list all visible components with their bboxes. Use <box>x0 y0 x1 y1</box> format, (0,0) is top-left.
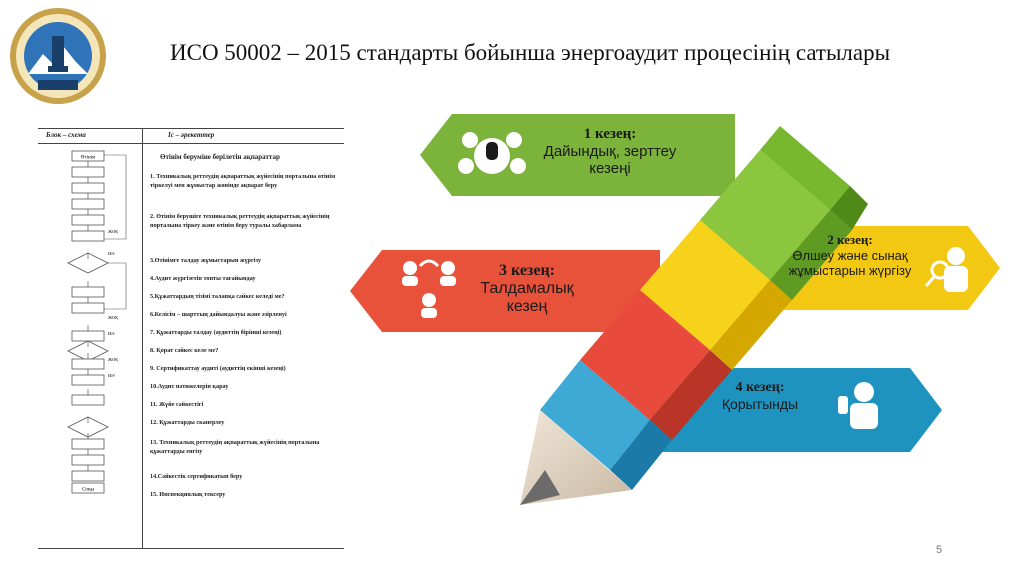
flowchart-branch-label: ЖОҚ <box>108 357 119 362</box>
stage-4-description: Қорытынды <box>721 396 799 412</box>
stage-1-heading: 1 кезең: <box>583 126 637 142</box>
stage-2-description: Өлшеу және сынақ жұмыстарын жүргізу <box>788 248 912 278</box>
flowchart-branch-label: ЖОҚ <box>108 315 119 320</box>
slide-title: ИСО 50002 – 2015 стандарты бойынша энергоаудит процесінің сатылары <box>170 40 891 65</box>
stage-3-heading: 3 кезең: <box>499 262 555 279</box>
stage-3-text <box>472 262 582 316</box>
flowchart-step-7: 7. Құжаттарды талдау (аудиттің бірінші кезеңі) <box>150 329 282 336</box>
flowchart-branch-label: ЖОҚ <box>108 229 119 234</box>
column-header-actions: Іс – әрекеттер <box>168 131 215 139</box>
column-header-block: Блок – схема <box>46 131 86 139</box>
flowchart-start-label: Өтінім <box>80 155 96 161</box>
flowchart-step-15: 15. Инспекциялық тексеру <box>150 491 226 498</box>
flowchart-step-6: 6.Келісім – шарттың дайындалуы және әзірленуі <box>150 311 287 318</box>
flowchart-branch-label: ИӘ <box>108 251 115 256</box>
flowchart-step-5: 5.Құжаттардың тізімі талапқа сәйкес келеді ме? <box>150 293 285 300</box>
stage-2-text <box>775 232 925 278</box>
section-title: Өтінім беруміне берілетін ақпараттар <box>160 153 280 161</box>
stage-3-description: Талдамалық кезең <box>480 280 574 315</box>
stage-4-heading: 4 кезең: <box>735 380 785 395</box>
flowchart-step-2: 2. Өтінім берушіге техникалық реттеудің ақпараттық жүйесінің порталына тіркеу және өтінім беру туралы хабарлама <box>150 213 330 229</box>
flowchart-branch-label: ИӘ <box>108 331 115 336</box>
flowchart-step-9: 9. Сертификаттау аудиті (аудиттің екінші кезеңі) <box>150 365 286 372</box>
flowchart-branch-label: ИӘ <box>108 373 115 378</box>
flowchart-step-13: 13. Техникалық реттеудің ақпараттық жүйесінің порталына құжаттарды енгізу <box>150 439 320 455</box>
flowchart-step-8: 8. Қорат сәйкес келе ме? <box>150 347 219 354</box>
stage-4-text <box>700 380 820 412</box>
flowchart-step-10: 10.Аудит нәтижелерін қарау <box>150 383 229 390</box>
stage-1-text <box>530 126 690 177</box>
flowchart-step-14: 14.Сәйкестік сертификатын беру <box>150 473 243 480</box>
flowchart-step-4: 4.Аудит жүргізетін топты тағайындау <box>150 275 256 282</box>
flowchart-step-11: 11. Жүйе сәйкестігі <box>150 401 204 408</box>
flowchart-step-3: 3.Өтінімге талдау жұмыстарын жүргізу <box>150 257 261 264</box>
stage-2-heading: 2 кезең: <box>827 232 873 247</box>
flowchart-step-12: 12. Құжаттарды сканерлеу <box>150 419 225 426</box>
flowchart-step-1: 1. Техникалық реттеудің ақпараттық жүйесінің порталына өтінім тіркелуі мен жұмыстар жөнінде ақпарат беру <box>150 173 336 189</box>
page-number: 5 <box>936 544 943 556</box>
flowchart-end-label: Соңы <box>82 487 94 493</box>
stage-1-description: Дайындық, зерттеу кезеңі <box>543 143 677 177</box>
